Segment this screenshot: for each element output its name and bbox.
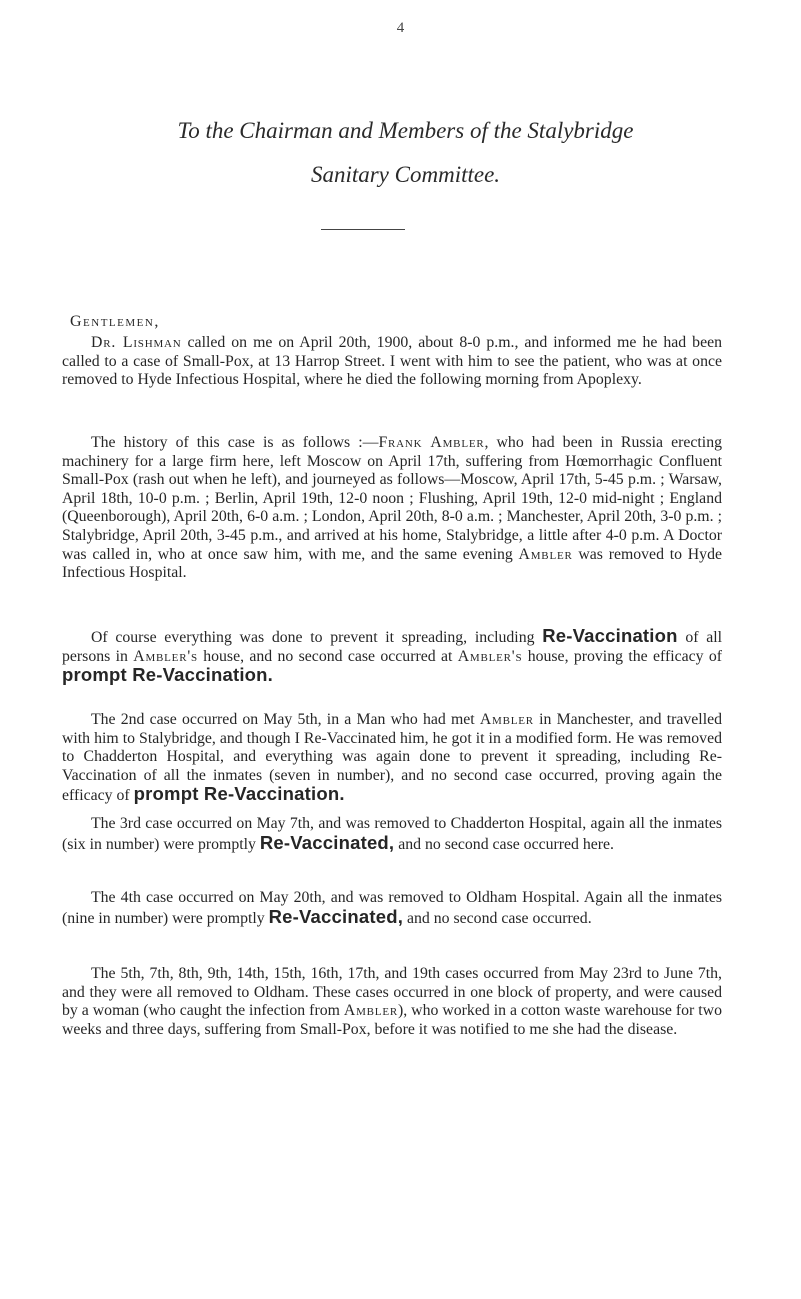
page-number: 4 <box>396 20 405 36</box>
text-segment: , who had been in Russia erecting machinery for a large firm here, left Moscow on April 17th, suffering from Hœmorrhagic Confluent Small-Pox (rash out when he left), and journeyed as follows—Moscow, April 17th, 5-45 p.m. ; Warsaw, April 18th, 10-0 p.m. ; Berlin, April 19th, 12-0 noon ; Flushing, April 19th, 12-0 mid-night ; England (Queenborough), April 20th, 6-0 a.m. ; London, April 20th, 8-0 a.m. ; Manchester, April 20th, 3-0 p.m. ; Stalybridge, April 20th, 3-45 p.m., and arrived at his home, Stalybridge, a little after 4-0 p.m. A Doctor was called in, who at once saw him, with me, and the same evening <box>62 434 722 563</box>
paragraph-text <box>62 627 722 687</box>
paragraph-5 <box>62 815 722 854</box>
text-segment: of all persons in <box>62 629 722 665</box>
text-segment: Ambler <box>343 1002 398 1020</box>
text-segment: in Manchester, and travelled with him to Stalybridge, and though I Re-Vaccinated him, he got it in a modified form. He was removed to Chadderton Hospital, and everything was again done to prevent it spreading, including Re-Vaccination of all the inmates (seven in number), and no second case occurred, proving again the efficacy of <box>62 711 722 805</box>
text-segment: Frank Ambler <box>378 434 485 451</box>
text-segment: The 5th, 7th, 8th, 9th, 14th, 15th, 16th, 17th, and 19th cases occurred from May 23rd to June 7th, and they were all removed to Oldham. These cases occurred in one block of property, and were caused by a woman (who caught the infection from <box>62 965 722 1020</box>
paragraph-3 <box>62 627 722 687</box>
heading-divider <box>321 229 405 230</box>
text-segment: and no second case occurred. <box>403 909 592 927</box>
text-segment: prompt Re-Vaccination. <box>133 783 345 805</box>
salutation: Gentlemen, <box>70 313 160 330</box>
paragraph-6 <box>62 889 722 928</box>
text-segment: The history of this case is as follows :— <box>91 434 379 451</box>
text-segment: Re-Vaccinated, <box>268 905 404 927</box>
text-segment: Re-Vaccination <box>542 625 678 646</box>
text-segment: Ambler <box>518 545 573 563</box>
text-segment: ), who worked in a cotton waste warehouse for two weeks and three days, suffering from Small-Pox, before it was notified to me she had the disease. <box>62 1002 722 1038</box>
text-segment: Of course everything was done to prevent it spreading, including <box>91 629 543 646</box>
text-segment: called on me on April 20th, 1900, about 8-0 p.m., and informed me he had been called to a case of Small-Pox, at 13 Harrop Street. I went with him to see the patient, who was at once removed to Hyde Infectious Hospital, where he died the following morning from Apoplexy. <box>62 334 722 389</box>
paragraph-text <box>62 815 722 854</box>
text-segment: prompt Re-Vaccination. <box>62 664 274 686</box>
text-segment: and no second case occurred here. <box>394 835 615 853</box>
paragraph-7 <box>62 965 722 1039</box>
paragraph-text <box>62 334 722 390</box>
paragraph-text <box>62 434 722 583</box>
paragraph-2 <box>62 434 722 583</box>
paragraph-text <box>62 889 722 928</box>
heading-line-1: To the Chairman and Members of the Stalybridge <box>177 118 634 143</box>
text-segment: Re-Vaccinated, <box>259 831 395 853</box>
text-segment: The 4th case occurred on May 20th, and was removed to Oldham Hospital. Again all the inmates (nine in number) were promptly <box>62 889 722 927</box>
heading-line-2: Sanitary Committee. <box>310 162 501 187</box>
text-segment: Ambler's <box>457 647 523 665</box>
paragraph-text <box>62 965 722 1039</box>
text-segment: The 2nd case occurred on May 5th, in a Man who had met <box>91 711 480 728</box>
text-segment: house, and no second case occurred at <box>197 647 458 665</box>
text-segment: house, proving the efficacy of <box>522 647 723 665</box>
paragraph-text <box>62 711 722 806</box>
paragraph-1 <box>62 334 722 390</box>
text-segment: Ambler's <box>133 647 198 665</box>
text-segment: was removed to Hyde Infectious Hospital. <box>62 545 722 582</box>
text-segment: Ambler <box>479 711 534 728</box>
text-segment: The 3rd case occurred on May 7th, and was removed to Chadderton Hospital, again all the inmates (six in number) were promptly <box>62 815 722 853</box>
paragraph-4 <box>62 711 722 806</box>
text-segment: Dr. Lishman <box>91 334 182 351</box>
